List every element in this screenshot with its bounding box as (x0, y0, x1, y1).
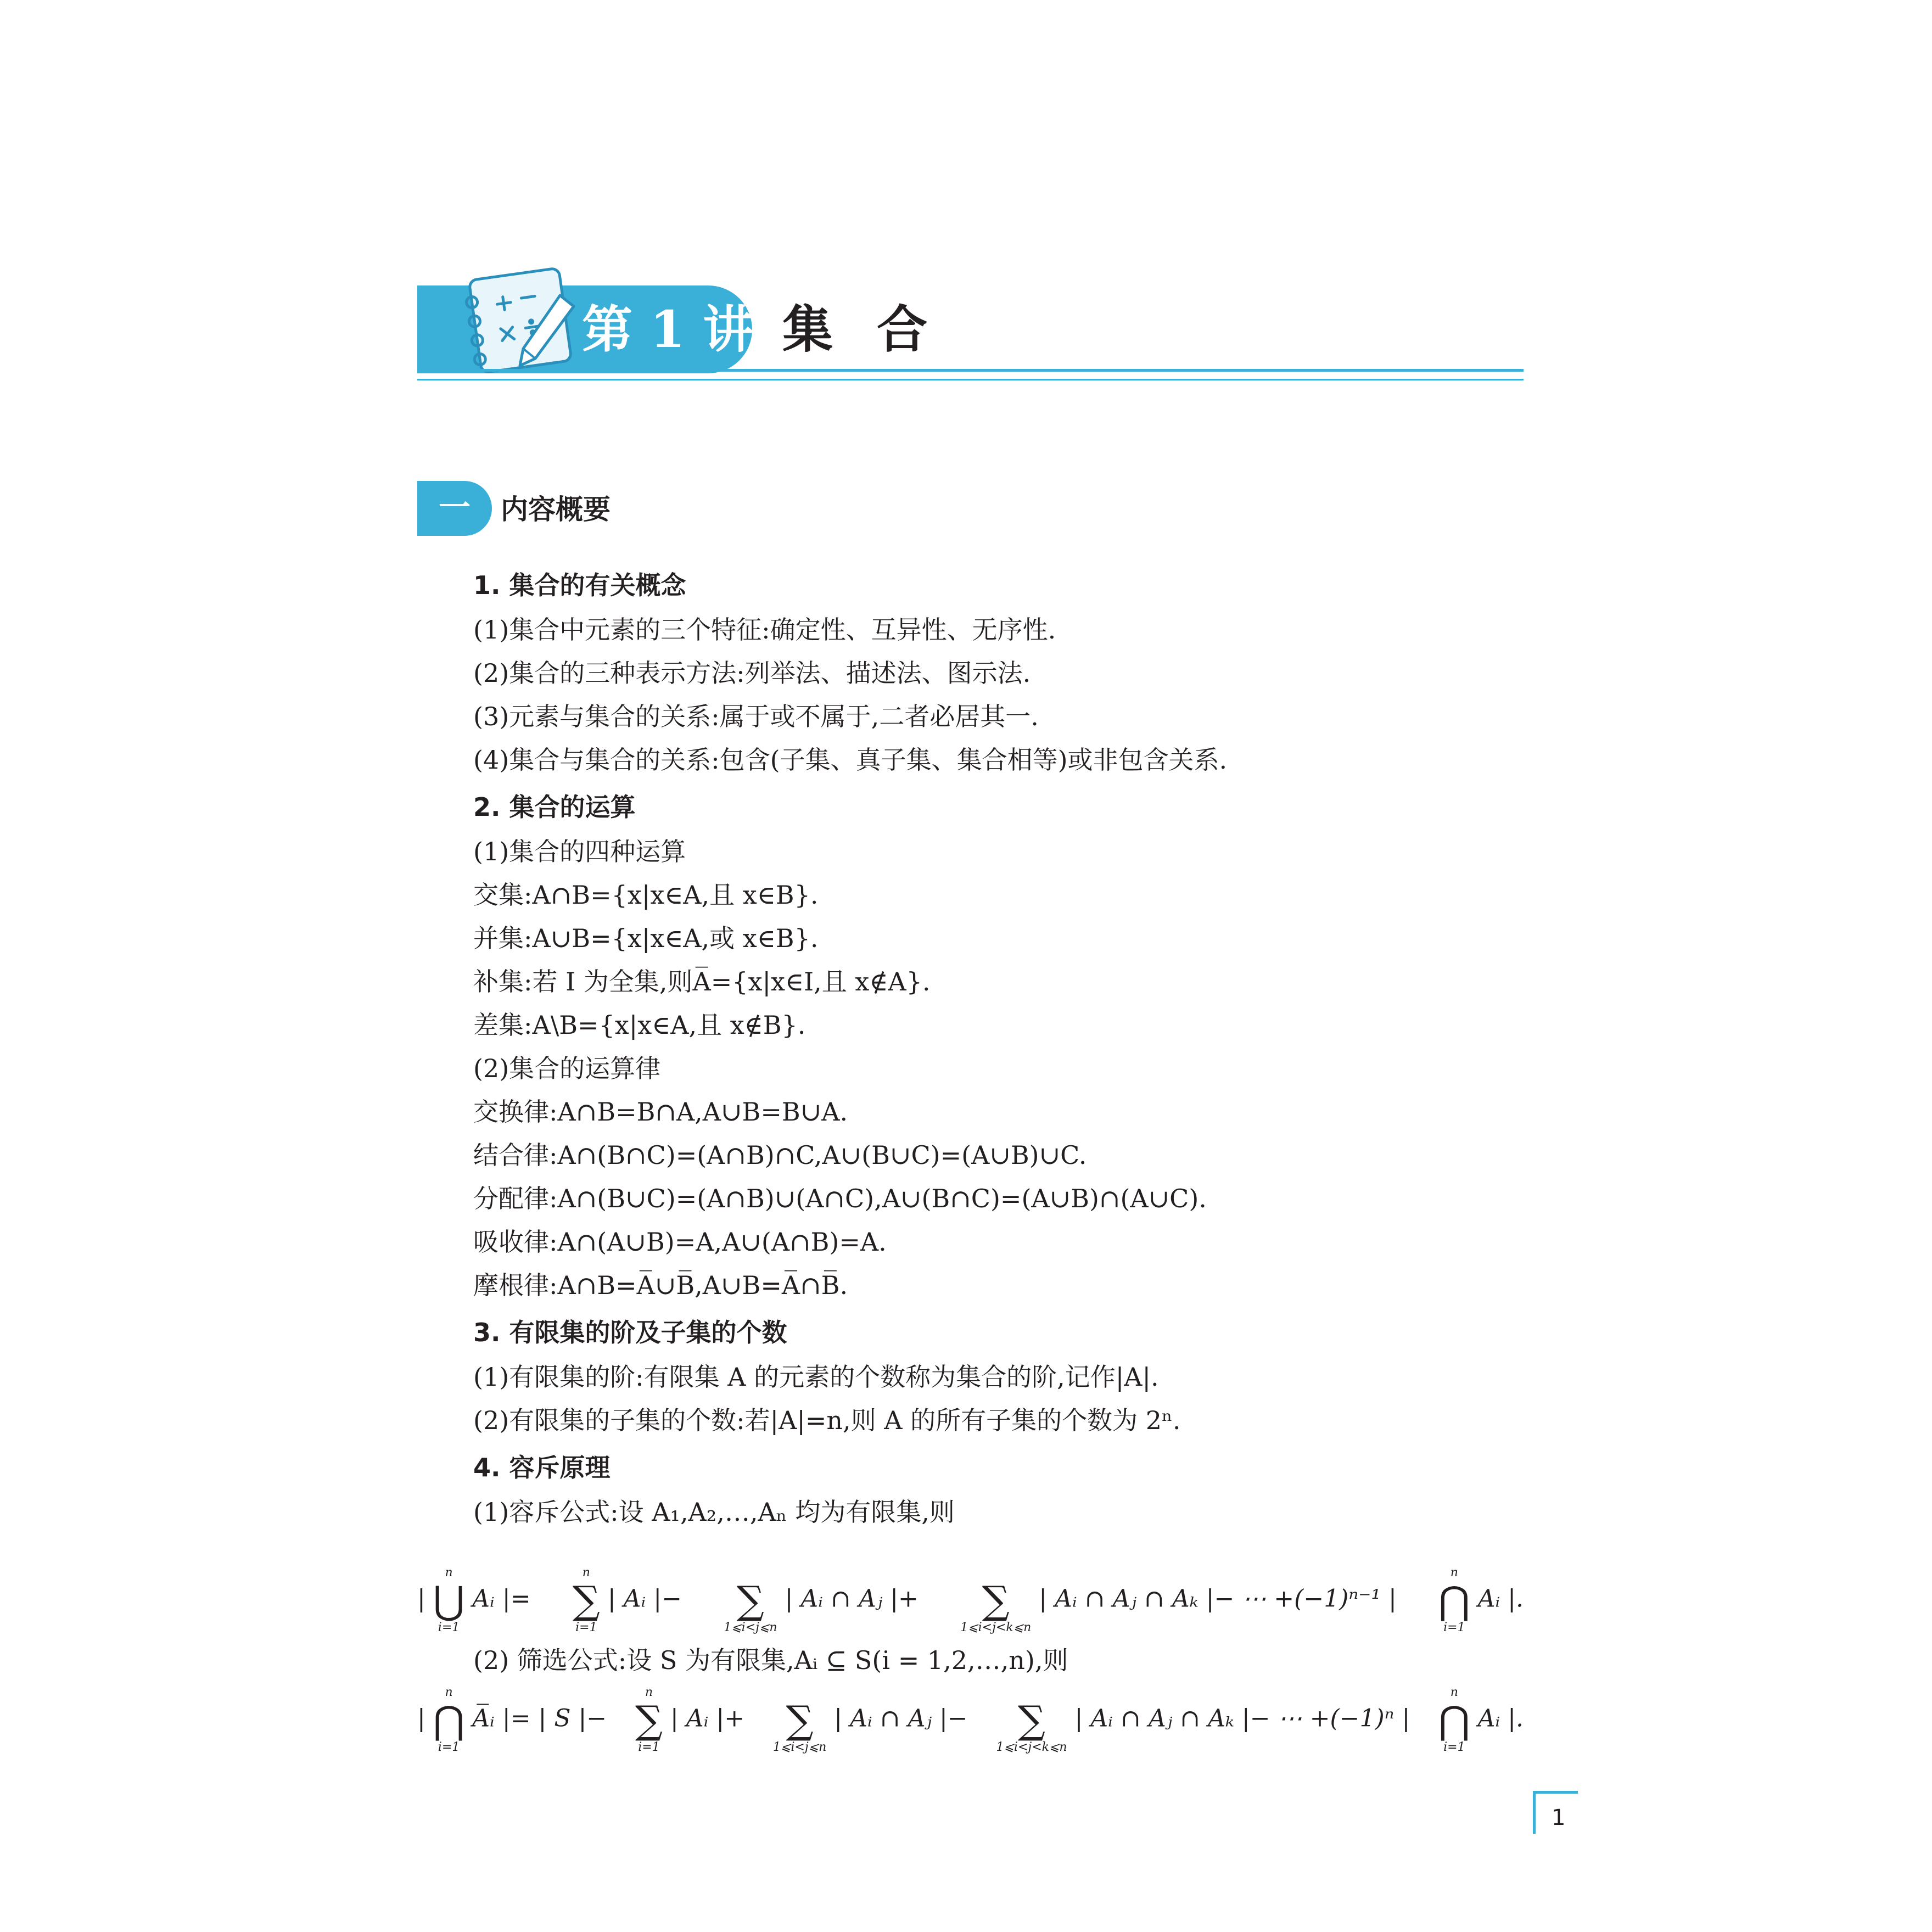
formula-text: | (417, 1584, 425, 1613)
operator-symbol: ⋃ (433, 1578, 465, 1623)
heading-inclusion-exclusion: 4. 容斥原理 (473, 1453, 611, 1482)
intersection-operator (1438, 1685, 1470, 1755)
operator-upper-limit: n (582, 1566, 590, 1580)
commutative-law: 交换律:A∩B=B∩A,A∪B=B∪A. (473, 1097, 848, 1127)
operator-symbol: ∑ (572, 1578, 600, 1623)
difference-definition: 差集:A\B={x|x∈A,且 x∉B}. (473, 1010, 806, 1040)
header-rule-thin (417, 379, 1524, 380)
heading-operations: 2. 集合的运算 (473, 792, 636, 822)
absorption-law: 吸收律:A∩(A∪B)=A,A∪(A∩B)=A. (473, 1227, 887, 1257)
formula-text: | Aᵢ |− (607, 1584, 682, 1613)
formula-text: Aᵢ |. (1477, 1704, 1524, 1733)
formula-text: | Aᵢ ∩ Aⱼ |+ (785, 1584, 919, 1613)
sieve-formula (417, 1679, 1524, 1761)
page-number-frame (1533, 1791, 1536, 1834)
distributive-law: 分配律:A∩(B∪C)=(A∩B)∪(A∩C),A∪(B∩C)=(A∪B)∩(A∪C). (473, 1184, 1207, 1213)
text-line: (1)集合的四种运算 (473, 837, 686, 866)
page-number-frame (1533, 1791, 1578, 1794)
page-number: 1 (1552, 1805, 1566, 1830)
sum-operator (573, 1565, 600, 1636)
notebook-math-icon (458, 262, 587, 378)
text-line: (4)集合与集合的关系:包含(子集、真子集、集合相等)或非包含关系. (473, 745, 1228, 775)
operator-lower-limit: 1⩽i<j<k⩽n (960, 1621, 1032, 1634)
sum-operator (635, 1685, 663, 1755)
text-line: (1)集合中元素的三个特征:确定性、互异性、无序性. (473, 615, 1056, 645)
formula-text: | Aᵢ |+ (670, 1704, 745, 1733)
operator-lower-limit: i=1 (575, 1621, 597, 1634)
header-rule-thick (417, 369, 1524, 372)
text-line: (2)有限集的子集的个数:若|A|=n,则 A 的所有子集的个数为 2ⁿ. (473, 1405, 1181, 1435)
text-line: (1)有限集的阶:有限集 A 的元素的个数称为集合的阶,记作|A|. (473, 1362, 1159, 1392)
operator-lower-limit: i=1 (438, 1740, 460, 1754)
operator-symbol: ⋂ (1438, 1578, 1470, 1623)
operator-symbol: ∑ (982, 1578, 1010, 1623)
operator-upper-limit: n (1450, 1685, 1458, 1699)
formula-text: A̅ᵢ |= | S |− (472, 1704, 607, 1733)
formula-text: Aᵢ |= (472, 1584, 531, 1613)
operator-upper-limit: n (645, 1685, 653, 1699)
operator-upper-limit: n (1450, 1566, 1458, 1580)
chapter-title: 集合 (782, 300, 972, 359)
operator-lower-limit: i=1 (1443, 1740, 1465, 1754)
union-operator (433, 1565, 464, 1636)
sum-operator (724, 1565, 777, 1636)
associative-law: 结合律:A∩(B∩C)=(A∩B)∩C,A∪(B∪C)=(A∪B)∪C. (473, 1140, 1087, 1170)
formula-text: | Aᵢ ∩ Aⱼ ∩ Aₖ |− ⋯ +(−1)ⁿ⁻¹ | (1039, 1584, 1397, 1613)
operator-lower-limit: i=1 (438, 1621, 460, 1634)
formula-text: | (417, 1704, 425, 1733)
chapter-label: 第 1 讲 (582, 300, 754, 359)
inclusion-exclusion-formula (417, 1559, 1524, 1642)
formula-text: | Aᵢ ∩ Aⱼ |− (834, 1704, 968, 1733)
content-body (473, 560, 1525, 1534)
text-line: (2)集合的三种表示方法:列举法、描述法、图示法. (473, 658, 1031, 688)
formula-text: | Aᵢ ∩ Aⱼ ∩ Aₖ |− ⋯ +(−1)ⁿ | (1074, 1704, 1410, 1733)
sum-operator (773, 1685, 826, 1755)
section-number-badge: 一 (417, 481, 492, 536)
operator-lower-limit: 1⩽i<j<k⩽n (996, 1740, 1067, 1754)
text-line: (1)容斥公式:设 A₁,A₂,…,Aₙ 均为有限集,则 (473, 1497, 955, 1527)
operator-symbol: ∑ (1018, 1698, 1046, 1743)
operator-upper-limit: n (445, 1685, 453, 1699)
operator-symbol: ∑ (786, 1698, 814, 1743)
heading-concepts: 1. 集合的有关概念 (473, 570, 686, 600)
intersection-operator (433, 1685, 464, 1755)
text-line: (3)元素与集合的关系:属于或不属于,二者必居其一. (473, 702, 1039, 731)
intersection-definition: 交集:A∩B={x|x∈A,且 x∈B}. (473, 880, 819, 910)
operator-symbol: ∑ (635, 1698, 663, 1743)
union-definition: 并集:A∪B={x|x∈A,或 x∈B}. (473, 923, 819, 953)
operator-symbol: ⋂ (433, 1698, 465, 1743)
operator-symbol: ⋂ (1438, 1698, 1470, 1743)
operator-lower-limit: 1⩽i<j⩽n (724, 1621, 777, 1634)
heading-finite-sets: 3. 有限集的阶及子集的个数 (473, 1318, 787, 1347)
complement-definition: 补集:若 I 为全集,则A̅={x|x∈I,且 x∉A}. (473, 967, 931, 996)
sieve-formula-intro: (2) 筛选公式:设 S 为有限集,Aᵢ ⊆ S(i = 1,2,…,n),则 (473, 1645, 1068, 1675)
sum-operator (960, 1565, 1031, 1636)
intersection-operator (1438, 1565, 1470, 1636)
text-line: (2)集合的运算律 (473, 1054, 661, 1083)
section-title: 内容概要 (501, 494, 611, 525)
operator-lower-limit: i=1 (638, 1740, 660, 1754)
formula-text: Aᵢ |. (1477, 1584, 1524, 1613)
de-morgan-law: 摩根律:A∩B=A̅∪B̅,A∪B=A̅∩B̅. (473, 1270, 848, 1300)
operator-upper-limit: n (445, 1566, 453, 1580)
operator-lower-limit: i=1 (1443, 1621, 1465, 1634)
sum-operator (996, 1685, 1067, 1755)
operator-lower-limit: 1⩽i<j⩽n (772, 1740, 827, 1754)
operator-symbol: ∑ (736, 1578, 764, 1623)
